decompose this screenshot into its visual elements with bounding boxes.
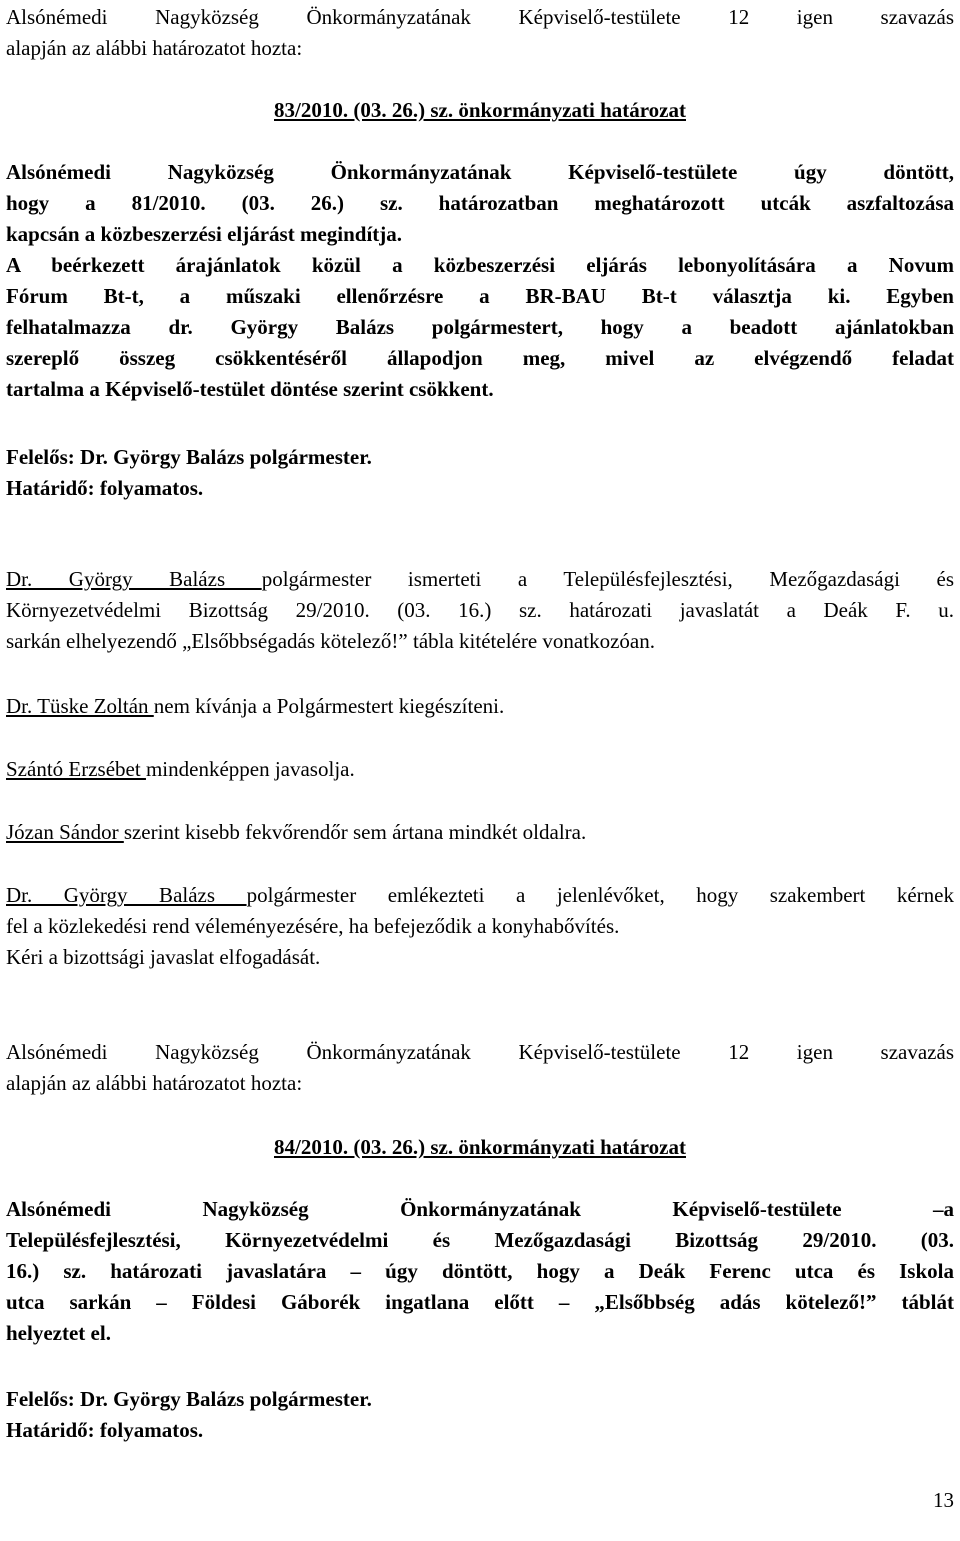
text-line: felhatalmazza dr. György Balázs polgármestert, hogy a beadott ajánlatokban (6, 315, 954, 339)
speaker-name: Józan Sándor (6, 820, 124, 844)
speaker-name: Szántó Erzsébet (6, 757, 146, 781)
vote-statement-2 (6, 1037, 954, 1099)
text-line: tartalma a Képviselő-testület döntése szerint csökkent. (6, 377, 494, 401)
resolution-83-body (6, 157, 954, 405)
text-line: kapcsán a közbeszerzési eljárást megindítja. (6, 222, 403, 246)
text-line: alapján az alábbi határozatot hozta: (6, 36, 303, 60)
text-line: 16.) sz. határozati javaslatára – úgy döntött, hogy a Deák Ferenc utca és Iskola (6, 1259, 954, 1283)
paragraph-text: polgármester ismerteti a Településfejlesztési, Mezőgazdasági és (261, 567, 954, 591)
page-number: 13 (933, 1488, 954, 1512)
discussion-paragraph-1 (6, 564, 954, 657)
text-line: Kéri a bizottsági javaslat elfogadását. (6, 945, 321, 969)
text-line: A beérkezett árajánlatok közül a közbeszerzési eljárás lebonyolítására a Novum (6, 253, 954, 277)
text-line: Településfejlesztési, Környezetvédelmi és Mezőgazdasági Bizottság 29/2010. (03. (6, 1228, 954, 1252)
text-line: helyeztet el. (6, 1321, 111, 1345)
text-line: utca sarkán – Földesi Gáborék ingatlana előtt – „Elsőbbség adás kötelező!” táblát (6, 1290, 954, 1314)
speaker-name: Dr. György Balázs (6, 567, 262, 591)
resolution-83-title: 83/2010. (03. 26.) sz. önkormányzati határozat (274, 98, 686, 122)
text-line: Alsónémedi Nagyközség Önkormányzatának Képviselő-testülete úgy döntött, (6, 160, 954, 184)
text-line: sarkán elhelyezendő „Elsőbbségadás kötelező!” tábla kitételére vonatkozóan. (6, 629, 655, 653)
text-line (6, 880, 954, 911)
paragraph-text: szerint kisebb fekvőrendőr sem ártana mindkét oldalra. (123, 820, 587, 844)
speaker-name: Dr. Tüske Zoltán (6, 694, 154, 718)
paragraph-text: mindenképpen javasolja. (145, 757, 355, 781)
discussion-paragraph-5 (6, 880, 954, 973)
paragraph-text: polgármester emlékezteti a jelenlévőket, hogy szakembert kérnek (246, 883, 954, 907)
resolution-83-deadline: Határidő: folyamatos. (6, 476, 204, 500)
text-line: Fórum Bt-t, a műszaki ellenőrzésre a BR-BAU Bt-t választja ki. Egyben (6, 284, 954, 308)
discussion-paragraph-2 (6, 691, 954, 722)
text-line: alapján az alábbi határozatot hozta: (6, 1071, 303, 1095)
resolution-84-title: 84/2010. (03. 26.) sz. önkormányzati határozat (274, 1135, 686, 1159)
resolution-83-responsible: Felelős: Dr. György Balázs polgármester. (6, 445, 372, 469)
text-line: Alsónémedi Nagyközség Önkormányzatának Képviselő-testülete 12 igen szavazás (6, 5, 954, 29)
text-line: Alsónémedi Nagyközség Önkormányzatának Képviselő-testülete 12 igen szavazás (6, 1040, 954, 1064)
text-line: Alsónémedi Nagyközség Önkormányzatának Képviselő-testülete –a (6, 1197, 954, 1221)
resolution-84-responsible: Felelős: Dr. György Balázs polgármester. (6, 1387, 372, 1411)
text-line (6, 564, 954, 595)
text-line: Környezetvédelmi Bizottság 29/2010. (03. 16.) sz. határozati javaslatát a Deák F. u. (6, 598, 954, 622)
text-line: hogy a 81/2010. (03. 26.) sz. határozatban meghatározott utcák aszfaltozása (6, 191, 954, 215)
text-line: fel a közlekedési rend véleményezésére, ha befejeződik a konyhabővítés. (6, 914, 620, 938)
discussion-paragraph-4 (6, 817, 954, 848)
text-line: szereplő összeg csökkentéséről állapodjon meg, mivel az elvégzendő feladat (6, 346, 954, 370)
resolution-84-body (6, 1194, 954, 1349)
speaker-name: Dr. György Balázs (6, 883, 247, 907)
resolution-84-deadline: Határidő: folyamatos. (6, 1418, 204, 1442)
vote-statement-1 (6, 2, 954, 64)
paragraph-text: nem kívánja a Polgármestert kiegészíteni. (153, 694, 505, 718)
discussion-paragraph-3 (6, 754, 954, 785)
